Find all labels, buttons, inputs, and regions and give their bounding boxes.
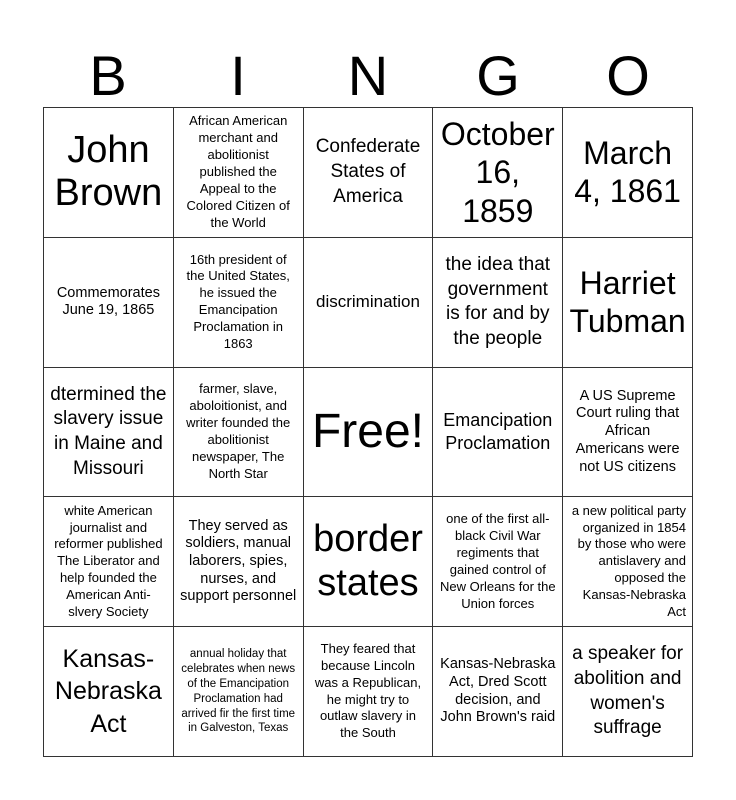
header-letter-g: G xyxy=(476,44,520,107)
cell-text: A US Supreme Court ruling that African Americans were not US citizens xyxy=(575,387,680,475)
bingo-cell[interactable] xyxy=(433,497,563,627)
bingo-cell[interactable] xyxy=(44,238,174,368)
bingo-cell[interactable] xyxy=(44,497,174,627)
cell-text: Emancipation Proclamation xyxy=(443,409,553,453)
bingo-cell[interactable] xyxy=(174,497,304,627)
cell-text: Kansas-Nebraska Act, Dred Scott decision, and John Brown's raid xyxy=(440,656,556,726)
cell-text: Kansas-Nebraska Act xyxy=(54,644,162,738)
bingo-cell[interactable] xyxy=(174,368,304,498)
bingo-cell[interactable] xyxy=(433,627,563,757)
header-letter-i: I xyxy=(230,44,246,107)
bingo-cell[interactable] xyxy=(563,627,693,757)
bingo-cell[interactable] xyxy=(304,108,434,238)
cell-text: border states xyxy=(313,518,423,604)
header-letter-b: B xyxy=(89,44,127,107)
cell-text: 16th president of the United States, he issued the Emancipation Proclamation in 1863 xyxy=(186,251,290,351)
bingo-cell[interactable] xyxy=(563,108,693,238)
cell-text: discrimination xyxy=(316,291,420,311)
cell-text: Confederate States of America xyxy=(315,136,421,207)
bingo-cell[interactable] xyxy=(174,238,304,368)
cell-text: October 16, 1859 xyxy=(440,115,555,229)
bingo-cell[interactable] xyxy=(174,108,304,238)
bingo-cell[interactable] xyxy=(44,368,174,498)
free-space-text: Free! xyxy=(311,404,424,458)
header-letter-o: O xyxy=(606,44,650,107)
bingo-cell[interactable] xyxy=(563,497,693,627)
bingo-cell-free[interactable] xyxy=(304,368,434,498)
cell-text: John Brown xyxy=(54,128,163,215)
bingo-cell[interactable] xyxy=(44,627,174,757)
cell-text: a new political party organized in 1854 by those who were antislavery and opposed the Kansas-Nebraska Act xyxy=(571,502,686,620)
cell-text: March 4, 1861 xyxy=(574,135,681,210)
bingo-cell[interactable] xyxy=(433,238,563,368)
bingo-cell[interactable] xyxy=(304,238,434,368)
cell-text: one of the first all-black Civil War regiments that gained control of New Orleans for the Union forces xyxy=(439,511,556,611)
bingo-header xyxy=(43,44,693,108)
cell-text: African American merchant and abolitionist published the Appeal to the Colored Citizen of the World xyxy=(186,113,290,230)
bingo-cell[interactable] xyxy=(563,368,693,498)
cell-text: Commemorates June 19, 1865 xyxy=(56,284,160,319)
cell-text: the idea that government is for and by the people xyxy=(445,253,551,349)
bingo-grid xyxy=(43,107,693,757)
bingo-cell[interactable] xyxy=(304,497,434,627)
bingo-cell[interactable] xyxy=(433,108,563,238)
header-letter-n: N xyxy=(347,44,389,107)
cell-text: annual holiday that celebrates when news of the Emancipation Proclamation had arrived fir the first time in Galveston, Texas xyxy=(181,647,296,735)
bingo-cell[interactable] xyxy=(433,368,563,498)
cell-text: dtermined the slavery issue in Maine and Missouri xyxy=(50,383,167,479)
bingo-cell[interactable] xyxy=(174,627,304,757)
cell-text: They feared that because Lincoln was a Republican, he might try to outlaw slavery in the South xyxy=(314,640,422,741)
bingo-cell[interactable] xyxy=(304,627,434,757)
cell-text: farmer, slave, aboloitionist, and writer founded the abolitionist newspaper, The North Star xyxy=(186,381,291,481)
cell-text: white American journalist and reformer published The Liberator and help founded the American Anti-slvery Society xyxy=(54,502,163,620)
bingo-cell[interactable] xyxy=(563,238,693,368)
cell-text: They served as soldiers, manual laborers, spies, nurses, and support personnel xyxy=(180,517,297,605)
bingo-cell[interactable] xyxy=(44,108,174,238)
cell-text: Harriet Tubman xyxy=(569,264,686,340)
cell-text: a speaker for abolition and women's suffrage xyxy=(572,643,684,739)
